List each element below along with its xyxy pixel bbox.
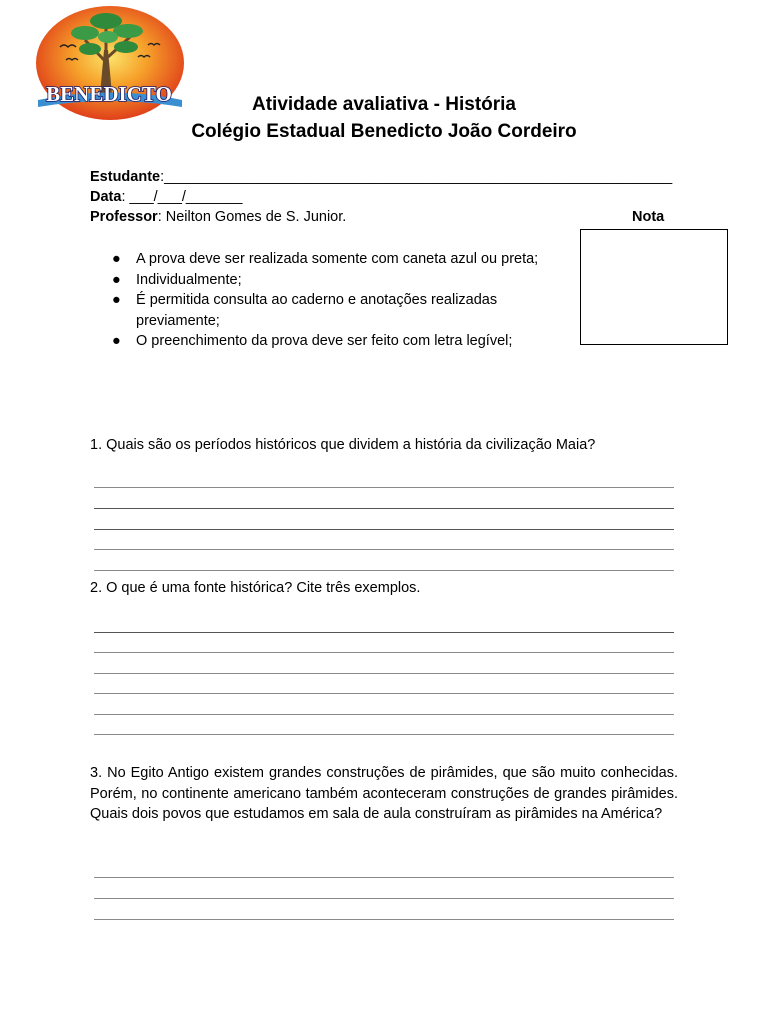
bullet-icon: ● [112,292,121,308]
answer-line[interactable] [94,549,674,550]
date-line: : ___/___/_______ [121,189,243,205]
bullet-icon: ● [112,333,121,349]
question-2: 2. O que é uma fonte histórica? Cite três exemplos. [90,580,421,596]
answer-line[interactable] [94,529,674,530]
answer-line[interactable] [94,673,674,674]
student-line: :_______________________________________________________________ [160,169,673,185]
answer-line[interactable] [94,508,674,509]
answer-line[interactable] [94,693,674,694]
list-item: ● O preenchimento da prova deve ser feito com letra legível; [110,331,560,352]
answer-line[interactable] [94,898,674,899]
answer-line[interactable] [94,652,674,653]
bullet-icon: ● [112,271,121,288]
list-item: ● É permitida consulta ao caderno e anotações realizadas previamente; [112,292,498,329]
answer-line[interactable] [94,877,674,878]
question-1: 1. Quais são os períodos históricos que dividem a história da civilização Maia? [90,437,596,453]
date-field[interactable] [90,189,242,205]
question-3: 3. No Egito Antigo existem grandes construções de pirâmides, que são muito conhecidas. Porém, no continente americano também aconteceram construções de grandes pirâmides. Quais dois povos que estudamos em sala de aula construíram as pirâmides na América? [90,765,678,822]
answer-line[interactable] [94,487,674,488]
teacher-name: : Neilton Gomes de S. Junior. [157,209,347,225]
bullet-icon: ● [112,251,121,267]
logo-text: BENEDICTO [46,82,172,106]
grade-label: Nota [632,209,665,225]
student-field[interactable] [90,169,672,185]
list-item: ● A prova deve ser realizada somente com caneta azul ou preta; [110,249,560,270]
date-label: Data [90,189,122,205]
teacher-field [90,209,346,225]
answer-line[interactable] [94,734,674,735]
teacher-label: Professor [90,209,158,225]
answer-line[interactable] [94,714,674,715]
list-item: ● Individualmente; [110,270,560,291]
grade-box[interactable] [580,229,728,345]
answer-line[interactable] [94,570,674,571]
answer-line[interactable] [94,919,674,920]
answer-line[interactable] [94,632,674,633]
rules-list [110,249,560,352]
student-label: Estudante [90,169,161,185]
school-name: Colégio Estadual Benedicto João Cordeiro [191,121,577,142]
page-title: Atividade avaliativa - História [252,94,516,115]
